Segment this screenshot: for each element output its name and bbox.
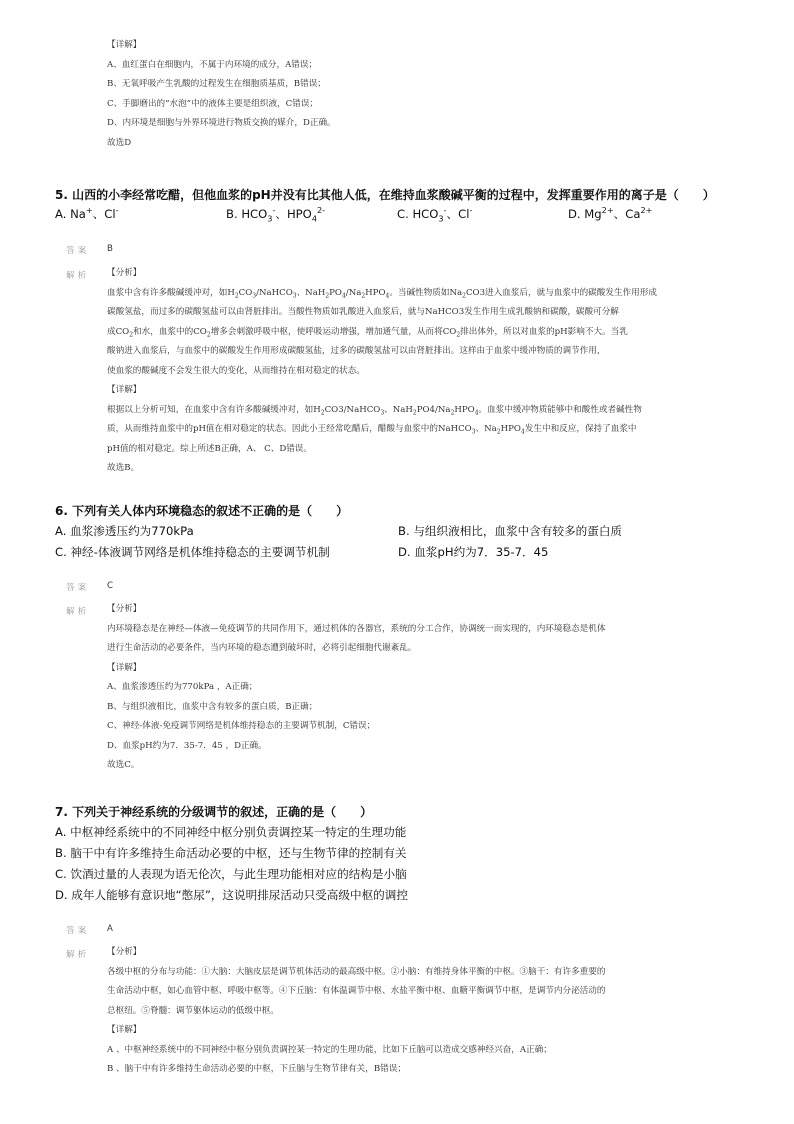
q5-title: 5. 山西的小李经常吃醋，但他血浆的pH并没有比其他人低，在维持血浆酸碱平衡的过程中，发挥重要作用的离子是（ ）	[55, 188, 715, 202]
q5-option-b: B. $HCO_3^-$、$HPO_4^{2-}$	[226, 205, 326, 224]
detail-line: A、血红蛋白在细胞内，不属于内环境的成分，A错误；	[107, 59, 318, 70]
detail-heading: 【详解】	[107, 385, 142, 395]
detail-line: B、与组织液相比，血浆中含有较多的蛋白质，B正确；	[107, 701, 318, 712]
analysis-label: 解析	[66, 950, 90, 960]
detail-line: B、无氧呼吸产生乳酸的过程发生在细胞质基质，B错误；	[107, 79, 326, 89]
analysis-line: 酸钠进入血浆后，与血浆中的碳酸发生作用形成碳酸氢盐，过多的碳酸氢盐可以由肾脏排出。这样由于血浆中缓冲物质的调节作用，	[107, 346, 606, 356]
analysis-line: 使血浆的酸碱度不会发生很大的变化，从而维持在相对稳定的状态。	[107, 365, 365, 376]
q6-option-b: B. 与组织液相比，血浆中含有较多的蛋白质	[398, 524, 623, 538]
detail-line: A 、中枢神经系统中的不同神经中枢分别负责调控某一特定的生理功能，比如下丘脑可以造成交感神经兴奋，A正确；	[107, 1044, 552, 1055]
detail-line: 根据以上分析可知，在血浆中含有许多酸碱缓冲对，如$H_2CO3/NaHCO_3$、$NaH_2PO4/Na_2HPO_4$。血浆中缓冲物质能够中和酸性或者碱性物	[107, 404, 642, 417]
analysis-heading: 【分析】	[107, 604, 142, 614]
answer-label: 答案	[66, 926, 90, 936]
analysis-line: 总枢纽。⑤脊髓：调节躯体运动的低级中枢。	[107, 1005, 279, 1016]
analysis-line: 生命活动中枢，如心血管中枢、呼吸中枢等。④下丘脑：有体温调节中枢、水盐平衡中枢、血糖平衡调节中枢，是调节内分泌活动的	[107, 986, 606, 996]
analysis-label: 解析	[66, 271, 90, 281]
q6-option-a: A. 血浆渗透压约为770kPa	[55, 524, 194, 538]
detail-heading: 【详解】	[107, 40, 142, 50]
q7-option-d: D. 成年人能够有意识地“憋尿”，这说明排尿活动只受高级中枢的调控	[55, 888, 408, 902]
q7-option-b: B. 脑干中有许多维持生命活动必要的中枢，还与生物节律的控制有关	[55, 846, 407, 860]
analysis-line: 碳酸氢盐，而过多的碳酸氢盐可以由肾脏排出。当酸性物质如乳酸进入血浆后，就与NaHCO3发生作用生成乳酸钠和碳酸，碳酸可分解	[107, 307, 619, 317]
analysis-heading: 【分析】	[107, 268, 142, 278]
top-explanation	[107, 36, 336, 153]
q7-option-c: C. 饮酒过量的人表现为语无伦次，与此生理功能相对应的结构是小脑	[55, 867, 407, 881]
analysis-line: 内环境稳态是在神经—体液—免疫调节的共同作用下，通过机体的各器官，系统的分工合作，协调统一而实现的，内环境稳态是机体	[107, 623, 606, 634]
analysis-heading: 【分析】	[107, 947, 142, 957]
detail-line: D、内环境是细胞与外界环境进行物质交换的媒介，D正确。	[107, 118, 336, 128]
q7-option-a: A. 中枢神经系统中的不同神经中枢分别负责调控某一特定的生理功能	[55, 825, 407, 839]
q6-option-c: C. 神经-体液调节网络是机体维持稳态的主要调节机制	[55, 545, 330, 559]
q6-title: 6. 下列有关人体内环境稳态的叙述不正确的是（ ）	[55, 504, 349, 518]
q7-explanation	[107, 943, 605, 1080]
detail-line: 故选D	[107, 137, 132, 148]
detail-line: D、血浆pH约为7．35-7．45 ，D正确。	[107, 740, 267, 751]
detail-line: C、神经-体液-免疫调节网络是机体维持稳态的主要调节机制，C错误；	[107, 721, 376, 731]
q5-option-d: D. $Mg^{2+}$、$Ca^{2+}$	[568, 205, 653, 221]
detail-line: pH值的相对稳定。综上所述B正确，A、 C、D错误。	[107, 443, 312, 454]
detail-line: A、血浆渗透压约为770kPa ，A正确；	[107, 682, 258, 692]
detail-line: 故选C。	[107, 760, 140, 770]
q6-option-d: D. 血浆pH约为7．35-7．45	[398, 545, 549, 559]
detail-heading: 【详解】	[107, 1025, 142, 1035]
q5-answer: B	[107, 244, 113, 254]
analysis-line: 进行生命活动的必要条件，当内环境的稳态遭到破坏时，必将引起细胞代谢紊乱。	[107, 643, 417, 653]
q7-answer: A	[107, 924, 113, 934]
q6-answer: C	[107, 581, 114, 591]
analysis-line: 血浆中含有许多酸碱缓冲对，如$H_2CO_3/NaHCO_3$、$NaH_2PO_4/Na_2HPO_4$。当碱性物质如$Na_2CO3$进入血浆后，就与血浆中的碳酸发生作用形成	[107, 287, 657, 300]
q5-explanation	[107, 264, 657, 479]
q5-option-a: A. Na+、Cl-	[55, 205, 119, 221]
answer-label: 答案	[66, 246, 90, 256]
detail-line: B 、脑干中有许多维持生命活动必要的中枢，下丘脑与生物节律有关，B错误；	[107, 1064, 406, 1074]
analysis-line: 成$CO_2$和水，血浆中的$CO_2$增多会刺激呼吸中枢，使呼吸运动增强，增加通气量，从而将$CO_2$排出体外，所以对血浆的pH影响不大。当乳	[107, 326, 628, 339]
detail-line: C、手脚磨出的“水泡”中的液体主要是组织液，C错误；	[107, 98, 319, 109]
q5-option-c: C. $HCO_3^-$、Cl-	[397, 205, 473, 224]
detail-heading: 【详解】	[107, 662, 142, 673]
analysis-label: 解析	[66, 607, 90, 617]
detail-line: 质，从而维持血浆中的pH值在相对稳定的状态。因此小王经常吃醋后，醋酸与血浆中的NaHCO$_3$、$Na_2HPO_4$发生中和反应，保持了血浆中	[107, 424, 637, 436]
analysis-line: 各级中枢的分布与功能：①大脑：大脑皮层是调节机体活动的最高级中枢。②小脑：有维持身体平衡的中枢。③脑干：有许多重要的	[107, 966, 606, 977]
q6-explanation	[107, 600, 605, 776]
detail-line: 故选B。	[107, 463, 140, 473]
answer-label: 答案	[66, 583, 90, 593]
q7-title: 7. 下列关于神经系统的分级调节的叙述，正确的是（ ）	[55, 805, 373, 819]
